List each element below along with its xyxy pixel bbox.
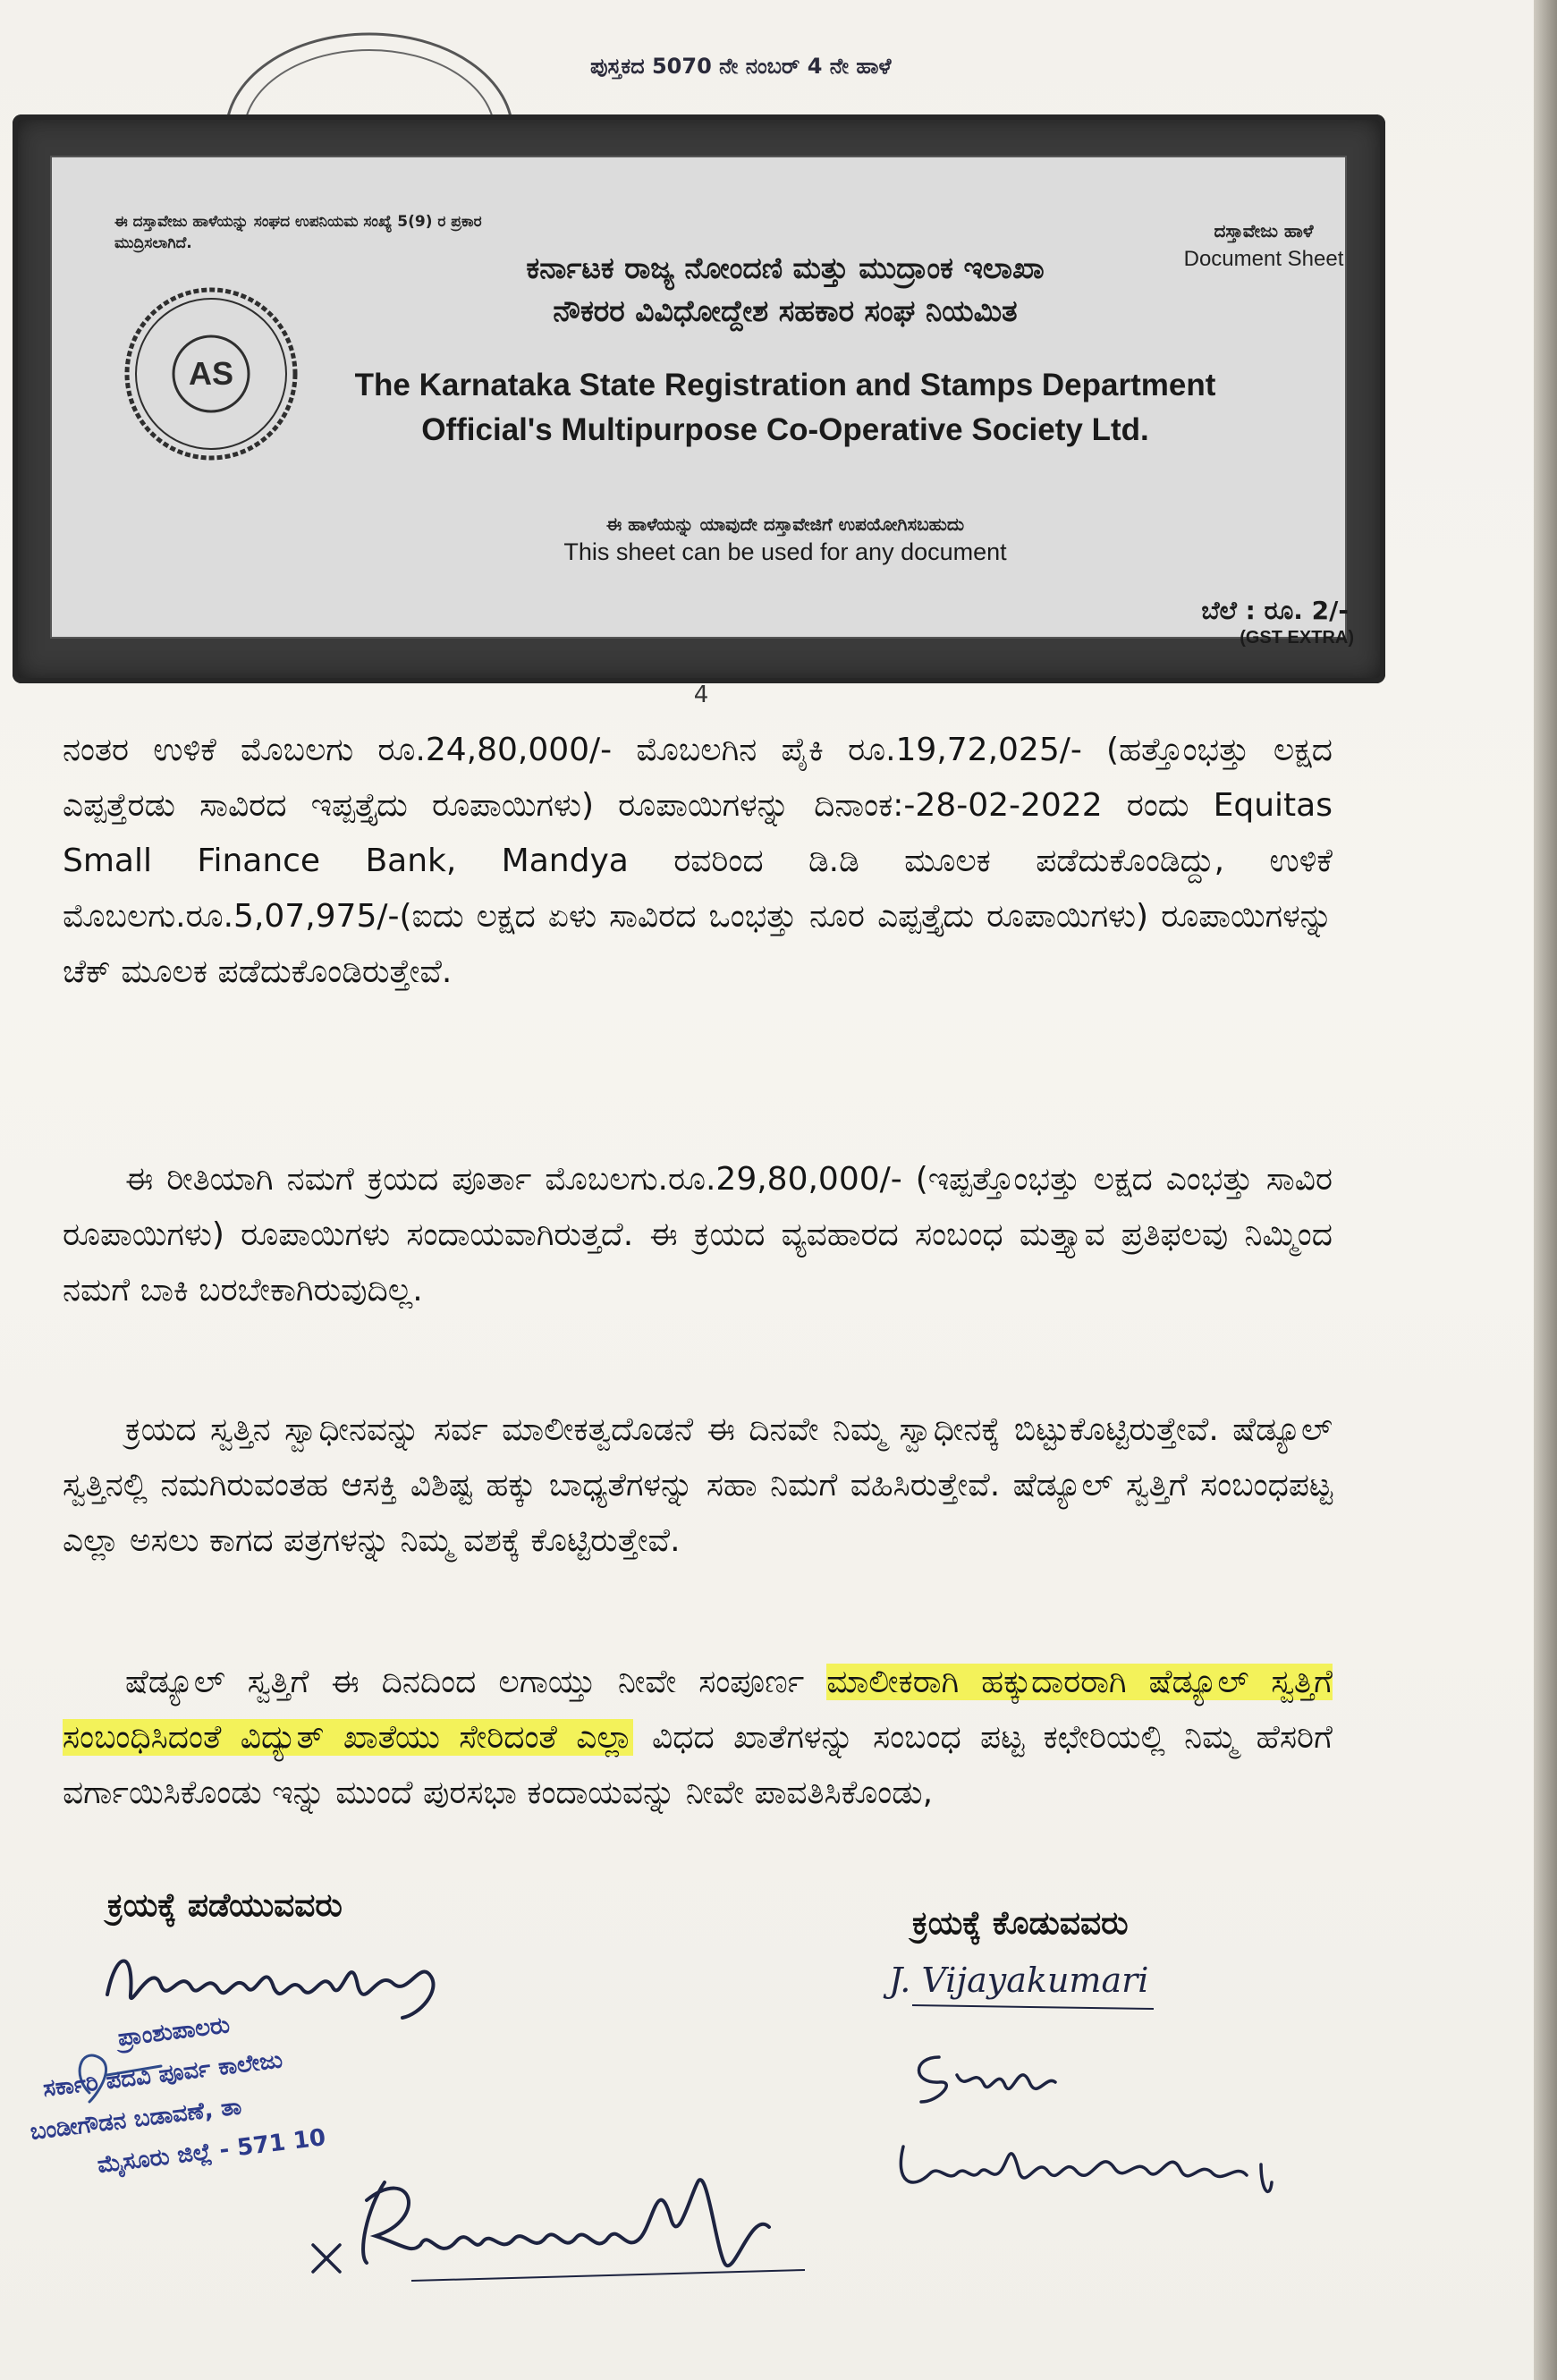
usage-note-english: This sheet can be used for any document xyxy=(563,538,1007,565)
page-number: 4 xyxy=(693,682,709,708)
office-stamp-line2: ಸರ್ಕಾರಿ ಪದವಿ ಪೂರ್ವ ಕಾಲೇಜು xyxy=(41,2046,284,2103)
buyer-signature-label: ಕ್ರಯಕ್ಕೆ ಪಡೆಯುವವರು xyxy=(107,1887,343,1924)
usage-note-kannada: ಈ ಹಾಳೆಯನ್ನು ಯಾವುದೇ ದಸ್ತಾವೇಜಿಗೆ ಉಪಯೋಗಿಸಬಹುದು xyxy=(605,513,965,535)
paragraph-full-consideration: ಈ ರೀತಿಯಾಗಿ ನಮಗೆ ಕ್ರಯದ ಪೂರ್ತಾ ಮೊಬಲಗು.ರೂ.29,80,000/- (ಇಪ್ಪತ್ತೊಂಭತ್ತು ಲಕ್ಷದ ಎಂಭತ್ತು ಸಾವಿರ ರೂಪಾಯಿಗಳು) ರೂಪಾಯಿಗಳು ಸಂದಾಯವಾಗಿರುತ್ತದೆ. ಈ ಕ್ರಯದ ವ್ಯವಹಾರದ ಸಂಬಂಧ ಮತ್ತ್ಯಾವ ಪ್ರತಿಫಲವು ನಿಮ್ಮಿಂದ ನಮಗೆ ಬಾಕಿ ಬರಬೇಕಾಗಿರುವುದಿಲ್ಲ. xyxy=(63,1161,1333,1309)
sheet-price: ಬೆಲೆ : ರೂ. 2/- xyxy=(1201,596,1349,625)
paragraph-khata-transfer xyxy=(63,1655,1333,1821)
seal-as-text: AS xyxy=(188,355,234,392)
society-title-kannada-line1: ಕರ್ನಾಟಕ ರಾಜ್ಯ ನೋಂದಣಿ ಮತ್ತು ಮುದ್ರಾಂಕ ಇಲಾಖಾ xyxy=(526,250,1045,285)
paragraph-khata-transfer-start: ಷೆಡ್ಯೂಲ್ ಸ್ವತ್ತಿಗೆ ಈ ದಿನದಿಂದ ಲಗಾಯ್ತು ನೀವೇ ಸಂಪೂರ್ಣ xyxy=(125,1664,827,1700)
paragraph-khata-transfer-end: ವಿಧದ ಖಾತೆಗಳನ್ನು ಸಂಬಂಧ ಪಟ್ಟ ಕಛೇರಿಯಲ್ಲಿ ನಿಮ್ಮ ಹೆಸರಿಗೆ ವರ್ಗಾಯಿಸಿಕೊಂಡು ಇನ್ನು ಮುಂದೆ ಪುರಸಭಾ ಕಂದಾಯವನ್ನು ನೀವೇ ಪಾವತಿಸಿಕೊಂಡು, xyxy=(63,1719,1333,1811)
document-sheet-label-kannada: ದಸ್ತಾವೇಜು ಹಾಳೆ xyxy=(1214,220,1314,241)
society-title-kannada-line2: ನೌಕರರ ವಿವಿಧೋದ್ದೇಶ ಸಹಕಾರ ಸಂಘ ನಿಯಮಿತ xyxy=(553,293,1018,328)
seller-signature-1-text: J. Vijayakumari xyxy=(889,1961,1149,2000)
gst-note: (GST EXTRA) xyxy=(1240,628,1354,648)
page-reference-handwritten: ಪುಸ್ತಕದ 5070 ನೇ ನಂಬರ್ 4 ನೇ ಹಾಳೆ xyxy=(590,54,892,79)
office-stamp-line4: ಮೈಸೂರು ಜಿಲ್ಲೆ - 571 10 xyxy=(96,2124,327,2180)
society-title-kannada xyxy=(436,247,1134,333)
society-title-english xyxy=(320,363,1250,453)
seller-signature-1 xyxy=(885,1959,1225,2021)
seller-signature-2-image xyxy=(903,2039,1082,2111)
paragraph-possession-handover: ಕ್ರಯದ ಸ್ವತ್ತಿನ ಸ್ವಾಧೀನವನ್ನು ಸರ್ವ ಮಾಲೀಕತ್ವದೊಡನೆ ಈ ದಿನವೇ ನಿಮ್ಮ ಸ್ವಾಧೀನಕ್ಕೆ ಬಿಟ್ಟುಕೊಟ್ಟಿರುತ್ತೇವೆ. ಷೆಡ್ಯೂಲ್ ಸ್ವತ್ತಿನಲ್ಲಿ ನಮಗಿರುವಂತಹ ಆಸಕ್ತಿ ವಿಶಿಷ್ಟ ಹಕ್ಕು ಬಾಧ್ಯತೆಗಳನ್ನು ಸಹಾ ನಿಮಗೆ ವಹಿಸಿರುತ್ತೇವೆ. ಷೆಡ್ಯೂಲ್ ಸ್ವತ್ತಿಗೆ ಸಂಬಂಧಪಟ್ಟ ಎಲ್ಲಾ ಅಸಲು ಕಾಗದ ಪತ್ರಗಳನ್ನು ನಿಮ್ಮ ವಶಕ್ಕೆ ಕೊಟ್ಟಿರುತ್ತೇವೆ. xyxy=(63,1411,1333,1559)
office-stamp-line3: ಬಂಡೀಗೌಡನ ಬಡಾವಣೆ, ತಾ xyxy=(29,2093,243,2147)
seller-signature-label: ಕ್ರಯಕ್ಕೆ ಕೊಡುವವರು xyxy=(912,1905,1129,1942)
office-stamp-line1: ಪ್ರಾಂಶುಪಾಲರು xyxy=(116,2012,232,2053)
seller-signature-3-image xyxy=(885,2120,1315,2209)
society-title-english-line1: The Karnataka State Registration and Stamps Department xyxy=(354,368,1216,402)
header-note: ಈ ದಸ್ತಾವೇಜು ಹಾಳೆಯನ್ನು ಸಂಘದ ಉಪನಿಯಮ ಸಂಖ್ಯೆ 5(9) ರ ಪ್ರಕಾರ ಮುದ್ರಿಸಲಾಗಿದೆ. xyxy=(114,213,482,252)
society-seal-icon xyxy=(122,284,300,463)
document-sheet-label-english: Document Sheet xyxy=(1183,247,1344,271)
society-title-english-line2: Official's Multipurpose Co-Operative Society Ltd. xyxy=(421,412,1149,447)
buyer-signature-bottom-image xyxy=(304,2156,841,2290)
paragraph-payment-details: ನಂತರ ಉಳಿಕೆ ಮೊಬಲಗು ರೂ.24,80,000/- ಮೊಬಲಗಿನ ಪೈಕಿ ರೂ.19,72,025/- (ಹತ್ತೊಂಭತ್ತು ಲಕ್ಷದ ಎಪ್ಪತ್ತೆರಡು ಸಾವಿರದ ಇಪ್ಪತ್ತೈದು ರೂಪಾಯಿಗಳು) ರೂಪಾಯಿಗಳನ್ನು ದಿನಾಂಕ:-28-02-2022 ರಂದು Equitas Small Finance Bank, Mandya ರವರಿಂದ ಡಿ.ಡಿ ಮೂಲಕ ಪಡೆದುಕೊಂಡಿದ್ದು, ಉಳಿಕೆ ಮೊಬಲಗು.ರೂ.5,07,975/-(ಐದು ಲಕ್ಷದ ಏಳು ಸಾವಿರದ ಒಂಭತ್ತು ನೂರ ಎಪ್ಪತ್ತೈದು ರೂಪಾಯಿಗಳು) ರೂಪಾಯಿಗಳನ್ನು ಚೆಕ್ ಮೂಲಕ ಪಡೆದುಕೊಂಡಿರುತ್ತೇವೆ. xyxy=(63,732,1333,990)
highlighted-text: ಮಾಲೀಕರಾಗಿ ಹಕ್ಕುದಾರರಾಗಿ ಷೆಡ್ಯೂಲ್ ಸ್ವತ್ತಿಗೆ ಸಂಬಂಧಿಸಿದಂತೆ ವಿದ್ಯುತ್ ಖಾತೆಯು ಸೇರಿದಂತೆ ಎಲ್ಲಾ xyxy=(63,1664,1333,1756)
